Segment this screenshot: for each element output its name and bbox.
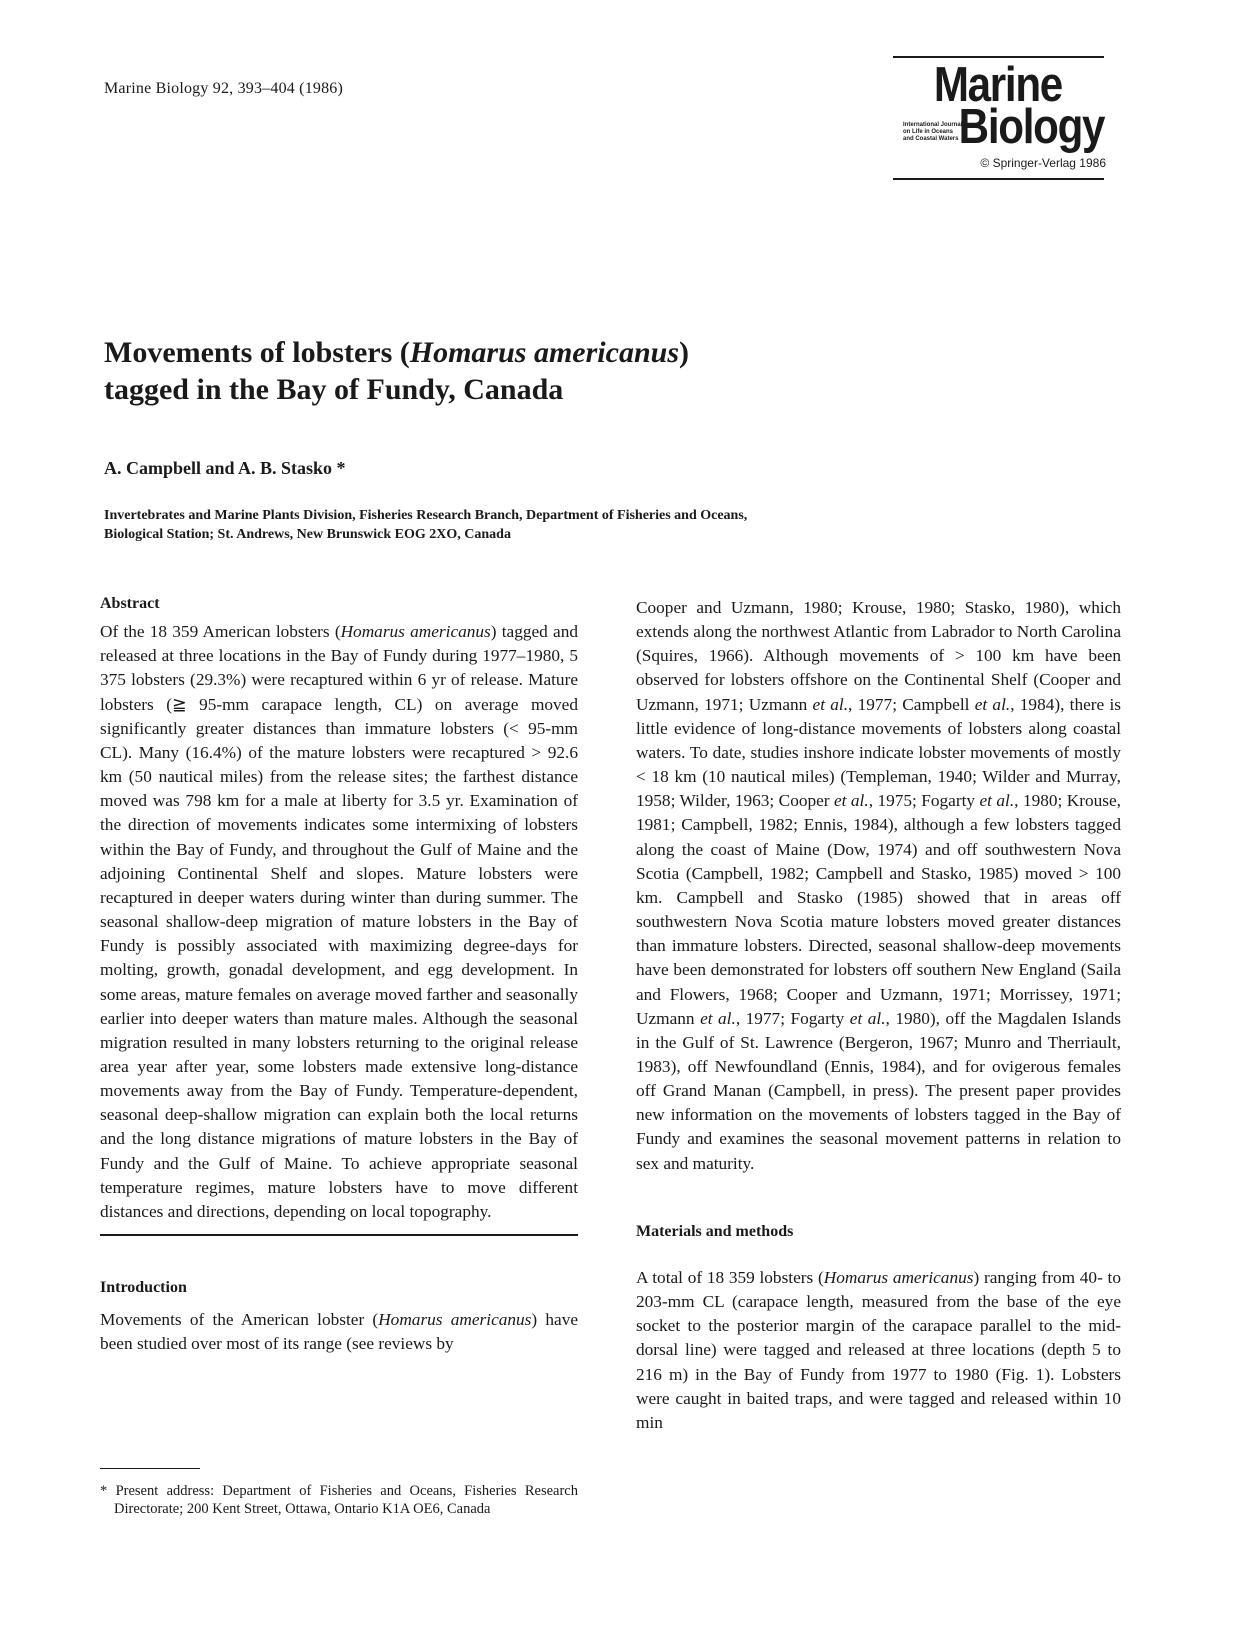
header-rule-bottom [893,178,1104,180]
logo-word-marine: Marine [933,58,1062,112]
author-affiliation: Invertebrates and Marine Plants Division, Fisheries Research Branch, Department of Fisheries and Oceans, Biological Station; St. Andrews, New Brunswick EOG 2XO, Canada [104,508,748,542]
footnote: * Present address: Department of Fisheries and Oceans, Fisheries Research Directorate; 200 Kent Street, Ottawa, Ontario K1A OE6, Canada [100,1483,578,1517]
article-authors: A. Campbell and A. B. Stasko * [104,458,346,478]
footnote-rule [100,1468,200,1469]
introduction-text: Movements of the American lobster (Homarus americanus) have been studied over most of its range (see reviews by [100,1309,579,1353]
journal-citation: Marine Biology 92, 393–404 (1986) [104,80,344,97]
methods-text: A total of 18 359 lobsters (Homarus americanus) ranging from 40- to 203-mm CL (carapace length, measured from the base of the eye socket to the posterior margin of the carapace parallel to the mid-dorsal line) were tagged and released at three locations (depth 5 to 216 m) in the Bay of Fundy from 1977 to 1980 (Fig. 1). Lobsters were caught in baited traps, and were tagged and released within 10 min [636,1267,1121,1432]
logo-word-biology: Biology [958,100,1104,154]
article-title: Movements of lobsters (Homarus americanus) tagged in the Bay of Fundy, Canada [104,336,689,406]
abstract-text: Of the 18 359 American lobsters (Homarus americanus) tagged and released at three locations in the Bay of Fundy during 1977–1980, 5 375 lobsters (29.3%) were recaptured within 6 yr of release. Mature lobsters (≧ 95-mm carapace length, CL) on average moved significantly greater distances than immature lobsters (< 95-mm CL). Many (16.4%) of the mature lobsters were recaptured > 92.6 km (50 nautical miles) from the release sites; the farthest distance moved was 798 km for a male at liberty for 3.5 yr. Examination of the direction of movements indicates some intermixing of lobsters within the Bay of Fundy, and throughout the Gulf of Maine and the adjoining Continental Shelf and slopes. Mature lobsters were recaptured in deeper waters during winter than during summer. The seasonal shallow-deep migration of mature lobsters in the Bay of Fundy is possibly associated with maximizing degree-days for molting, growth, gonadal development, and egg development. In some areas, mature females on average moved farther and seasonally earlier into deeper waters than mature males. Although the seasonal migration resulted in many lobsters returning to the original release area year after year, some lobsters made extensive long-distance movements away from the Bay of Fundy. Temperature-dependent, seasonal deep-shallow migration can explain both the local returns and the long distance migrations of mature lobsters in the Bay of Fundy and the Gulf of Maine. To achieve appropriate seasonal temperature regimes, mature lobsters have to move different distances and directions, depending on local topography. [100,622,578,1221]
logo-tagline: International Journal on Life in Oceans and Coastal Waters [903,122,963,142]
introduction-heading: Introduction [100,1278,187,1296]
methods-heading: Materials and methods [636,1222,794,1240]
right-column [636,596,1121,1435]
abstract-divider [100,1234,578,1236]
introduction-continued: Cooper and Uzmann, 1980; Krouse, 1980; Stasko, 1980), which extends along the northwest Atlantic from Labrador to North Carolina (Squires, 1966). Although movements of > 100 km have been observed for lobsters offshore on the Continental Shelf (Cooper and Uzmann, 1971; Uzmann et al., 1977; Campbell et al., 1984), there is little evidence of long-distance movements of lobsters along coastal waters. To date, studies inshore indicate lobster movements of mostly < 18 km (10 nautical miles) (Templeman, 1940; Wilder and Murray, 1958; Wilder, 1963; Cooper et al., 1975; Fogarty et al., 1980; Krouse, 1981; Campbell, 1982; Ennis, 1984), although a few lobsters tagged along the coast of Maine (Dow, 1974) and off southwestern Nova Scotia (Campbell, 1982; Campbell and Stasko, 1985) moved > 100 km. Campbell and Stasko (1985) showed that in areas off southwestern Nova Scotia mature lobsters moved greater distances than immature lobsters. Directed, seasonal shallow-deep movements have been demonstrated for lobsters off southern New England (Saila and Flowers, 1968; Cooper and Uzmann, 1971; Morrissey, 1971; Uzmann et al., 1977; Fogarty et al., 1980), off the Magdalen Islands in the Gulf of St. Lawrence (Bergeron, 1967; Munro and Therriault, 1983), off Newfoundland (Ennis, 1984), and for ovigerous females off Grand Manan (Campbell, in press). The present paper provides new information on the movements of lobsters tagged in the Bay of Fundy and examines the seasonal movement patterns in relation to sex and maturity. [636,598,1122,1173]
abstract-heading: Abstract [100,595,160,612]
copyright-notice: © Springer-Verlag 1986 [980,156,1106,170]
left-column [100,595,579,1356]
